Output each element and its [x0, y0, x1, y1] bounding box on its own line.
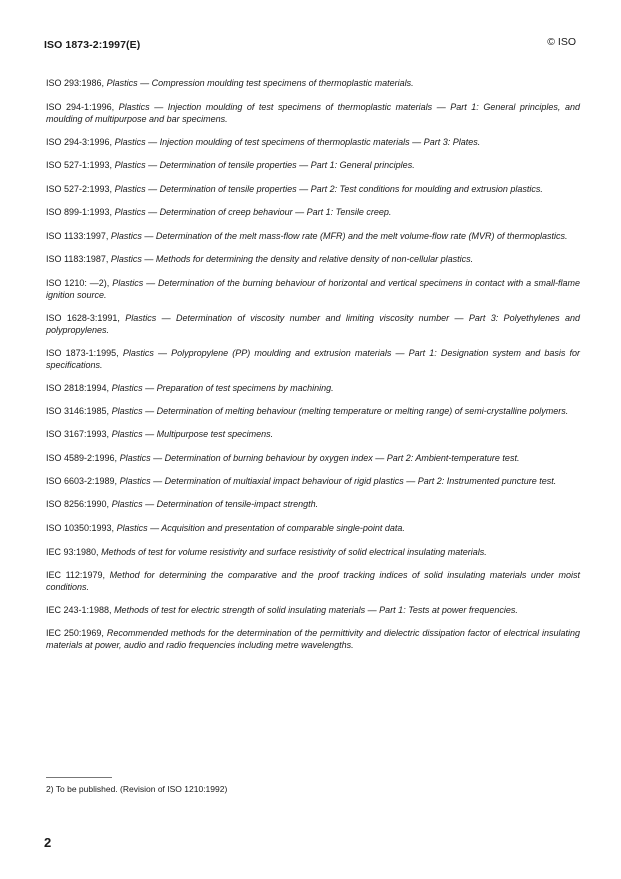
reference-item — [46, 347, 580, 371]
reference-item — [46, 627, 580, 651]
reference-title: Plastics — Acquisition and presentation of comparable single-point data. — [116, 523, 405, 533]
reference-item — [46, 253, 580, 265]
reference-item — [46, 569, 580, 593]
reference-title: Plastics — Polypropylene (PP) moulding and extrusion materials — Part 1: Designation system and basis for specifications. — [46, 348, 580, 370]
reference-number: ISO 1628-3:1991, — [46, 313, 120, 323]
reference-title: Recommended methods for the determination of the permittivity and dielectric dissipation factor of electrical insulating materials at power, audio and radio frequencies including metre wavelengths. — [46, 628, 580, 650]
reference-title: Plastics — Determination of melting behaviour (melting temperature or melting range) of semi-crystalline polymers. — [111, 406, 569, 416]
reference-title: Methods of test for volume resistivity and surface resistivity of solid electrical insulating materials. — [101, 547, 487, 557]
reference-number: IEC 93:1980, — [46, 547, 99, 557]
reference-item — [46, 405, 580, 417]
reference-title: Plastics — Determination of the melt mass-flow rate (MFR) and the melt volume-flow rate (MVR) of thermoplastics. — [110, 231, 568, 241]
reference-number: ISO 3146:1985, — [46, 406, 110, 416]
normative-references-list — [46, 77, 580, 651]
reference-item — [46, 183, 580, 195]
reference-item — [46, 277, 580, 301]
reference-title: Plastics — Determination of viscosity number and limiting viscosity number — Part 3: Polyethylenes and polypropylenes. — [46, 313, 580, 335]
reference-number: ISO 3167:1993, — [46, 429, 110, 439]
reference-number: ISO 4589-2:1996, — [46, 453, 118, 463]
reference-number: ISO 527-1:1993, — [46, 160, 113, 170]
reference-item — [46, 159, 580, 171]
reference-title: Plastics — Multipurpose test specimens. — [111, 429, 274, 439]
reference-title: Plastics — Compression moulding test specimens of thermoplastic materials. — [106, 78, 414, 88]
reference-item — [46, 77, 580, 89]
reference-item — [46, 498, 580, 510]
reference-number: ISO 294-1:1996, — [46, 102, 115, 112]
reference-number: ISO 1873-1:1995, — [46, 348, 119, 358]
footnote: 2) To be published. (Revision of ISO 1210:1992) — [46, 784, 228, 794]
reference-title: Method for determining the comparative and the proof tracking indices of solid insulating materials under moist conditions. — [46, 570, 581, 592]
reference-item — [46, 230, 580, 242]
page-number: 2 — [44, 835, 52, 850]
reference-number: ISO 1133:1997, — [46, 231, 109, 241]
reference-title: Plastics — Determination of tensile-impact strength. — [111, 499, 319, 509]
reference-item — [46, 604, 580, 616]
reference-item — [46, 136, 580, 148]
reference-title: Methods of test for electric strength of solid insulating materials — Part 1: Tests at power frequencies. — [114, 605, 518, 615]
reference-item — [46, 452, 580, 464]
reference-item — [46, 475, 580, 487]
footnote-divider — [46, 777, 112, 778]
reference-item — [46, 428, 580, 440]
reference-title: Plastics — Determination of the burning behaviour of horizontal and vertical specimens in contact with a small-flame ignition source. — [46, 278, 580, 300]
reference-number: ISO 6603-2:1989, — [46, 476, 118, 486]
reference-number: IEC 243-1:1988, — [46, 605, 112, 615]
reference-number: ISO 899-1:1993, — [46, 207, 113, 217]
reference-item — [46, 522, 580, 534]
reference-title: Plastics — Determination of tensile properties — Part 1: General principles. — [114, 160, 415, 170]
reference-number: ISO 294-3:1996, — [46, 137, 113, 147]
reference-title: Plastics — Determination of tensile properties — Part 2: Test conditions for moulding and extrusion plastics. — [114, 184, 543, 194]
reference-item — [46, 206, 580, 218]
reference-item — [46, 312, 580, 336]
reference-item — [46, 382, 580, 394]
reference-number: ISO 1183:1987, — [46, 254, 109, 264]
reference-number: ISO 527-2:1993, — [46, 184, 113, 194]
reference-title: Plastics — Injection moulding of test specimens of thermoplastic materials — Part 1: General principles, and moulding of multipurpose and bar specimens. — [46, 102, 580, 124]
reference-number: IEC 112:1979, — [46, 570, 105, 580]
document-header: ISO 1873-2:1997(E) — [44, 39, 141, 51]
reference-number: ISO 293:1986, — [46, 78, 105, 88]
reference-number: ISO 2818:1994, — [46, 383, 110, 393]
reference-title: Plastics — Injection moulding of test specimens of thermoplastic materials — Part 3: Plates. — [114, 137, 481, 147]
reference-number: ISO 8256:1990, — [46, 499, 110, 509]
reference-item — [46, 546, 580, 558]
reference-number: ISO 1210: —2), — [46, 278, 110, 288]
reference-title: Plastics — Determination of creep behaviour — Part 1: Tensile creep. — [114, 207, 392, 217]
reference-title: Plastics — Determination of multiaxial impact behaviour of rigid plastics — Part 2: Instrumented puncture test. — [119, 476, 557, 486]
reference-item — [46, 101, 580, 125]
reference-title: Plastics — Methods for determining the density and relative density of non-cellular plastics. — [110, 254, 474, 264]
copyright-notice: © ISO — [547, 36, 576, 48]
reference-title: Plastics — Preparation of test specimens by machining. — [111, 383, 334, 393]
reference-title: Plastics — Determination of burning behaviour by oxygen index — Part 2: Ambient-temperature test. — [119, 453, 520, 463]
reference-number: ISO 10350:1993, — [46, 523, 115, 533]
reference-number: IEC 250:1969, — [46, 628, 104, 638]
